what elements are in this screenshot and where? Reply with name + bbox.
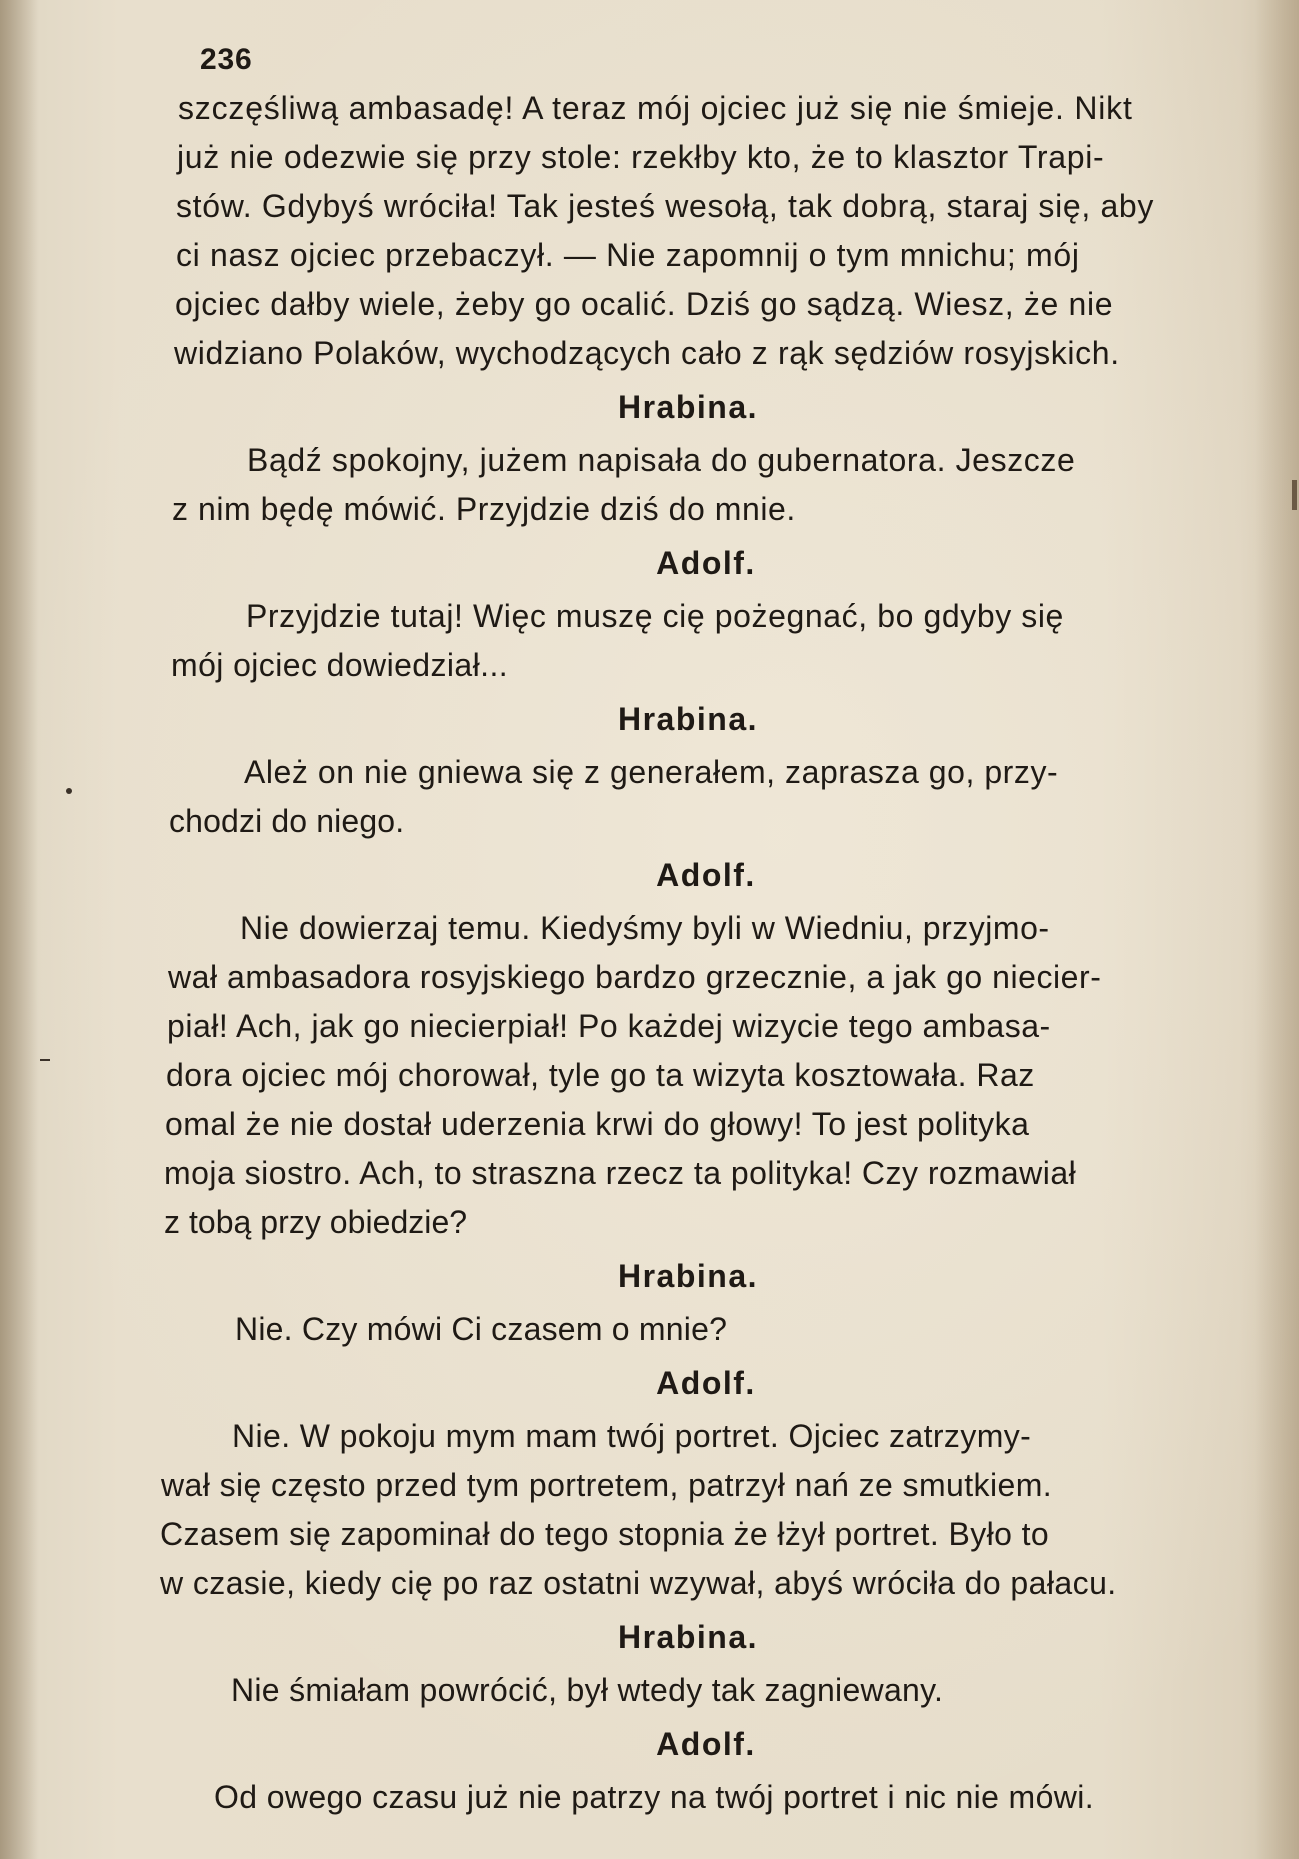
- page-text: [160, 36, 1238, 1822]
- margin-mark: [40, 1059, 50, 1061]
- text-line: omal że nie dostał uderzenia krwi do głowy! To jest polityka: [165, 1106, 1030, 1142]
- text-line: chodzi do niego.: [169, 803, 405, 839]
- text-line: Przyjdzie tutaj! Więc muszę cię pożegnać, bo gdyby się: [246, 598, 1064, 634]
- text-line: wał ambasadora rosyjskiego bardzo grzecznie, a jak go niecier-: [168, 959, 1102, 995]
- speaker-name: Adolf.: [656, 1726, 756, 1762]
- text-line: Nie śmiałam powrócić, był wtedy tak zagniewany.: [231, 1672, 944, 1708]
- text-line: stów. Gdybyś wróciła! Tak jesteś wesołą, tak dobrą, staraj się, aby: [176, 188, 1155, 224]
- text-line: Od owego czasu już nie patrzy na twój portret i nic nie mówi.: [214, 1779, 1094, 1815]
- text-line: z tobą przy obiedzie?: [164, 1204, 468, 1240]
- speaker-name: Adolf.: [656, 857, 756, 893]
- text-line: widziano Polaków, wychodzących cało z rąk sędziów rosyjskich.: [174, 335, 1120, 371]
- speaker-name: Hrabina.: [617, 389, 759, 425]
- speaker-name: Hrabina.: [617, 1258, 759, 1294]
- text-line: dora ojciec mój chorował, tyle go ta wizyta kosztowała. Raz: [166, 1057, 1035, 1093]
- text-line: ci nasz ojciec przebaczył. — Nie zapomnij o tym mnichu; mój: [176, 237, 1080, 273]
- text-line: już nie odezwie się przy stole: rzekłby kto, że to klasztor Trapi-: [177, 139, 1105, 175]
- text-line: szczęśliwą ambasadę! A teraz mój ojciec już się nie śmieje. Nikt: [178, 90, 1133, 126]
- margin-mark: [1292, 480, 1297, 510]
- text-line: Czasem się zapominał do tego stopnia że łżył portret. Było to: [160, 1516, 1050, 1552]
- margin-mark: [66, 788, 72, 794]
- speaker-name: Adolf.: [656, 545, 756, 581]
- text-line: z nim będę mówić. Przyjdzie dziś do mnie.: [172, 491, 796, 527]
- page-number: 236: [200, 43, 253, 76]
- speaker-name: Hrabina.: [617, 1619, 759, 1655]
- speaker-name: Hrabina.: [617, 701, 759, 737]
- gutter-shadow: [0, 0, 38, 1859]
- text-line: piał! Ach, jak go niecierpiał! Po każdej wizycie tego ambasa-: [167, 1008, 1051, 1044]
- text-line: Ależ on nie gniewa się z generałem, zaprasza go, przy-: [244, 754, 1059, 790]
- text-line: Nie. Czy mówi Ci czasem o mnie?: [235, 1311, 728, 1347]
- page-edge-shadow: [1255, 0, 1299, 1859]
- text-line: wał się często przed tym portretem, patrzył nań ze smutkiem.: [161, 1467, 1053, 1503]
- text-line: mój ojciec dowiedział...: [171, 647, 509, 683]
- page-body: [160, 84, 1238, 1822]
- text-line: ojciec dałby wiele, żeby go ocalić. Dziś go sądzą. Wiesz, że nie: [175, 286, 1114, 322]
- text-line: w czasie, kiedy cię po raz ostatni wzywał, abyś wróciła do pałacu.: [160, 1565, 1117, 1601]
- speaker-name: Adolf.: [656, 1365, 756, 1401]
- text-line: Nie dowierzaj temu. Kiedyśmy byli w Wiedniu, przyjmo-: [240, 910, 1050, 946]
- text-line: moja siostro. Ach, to straszna rzecz ta polityka! Czy rozmawiał: [164, 1155, 1077, 1191]
- text-line: Nie. W pokoju mym mam twój portret. Ojciec zatrzymy-: [232, 1418, 1032, 1454]
- text-line: Bądź spokojny, jużem napisała do gubernatora. Jeszcze: [247, 442, 1076, 478]
